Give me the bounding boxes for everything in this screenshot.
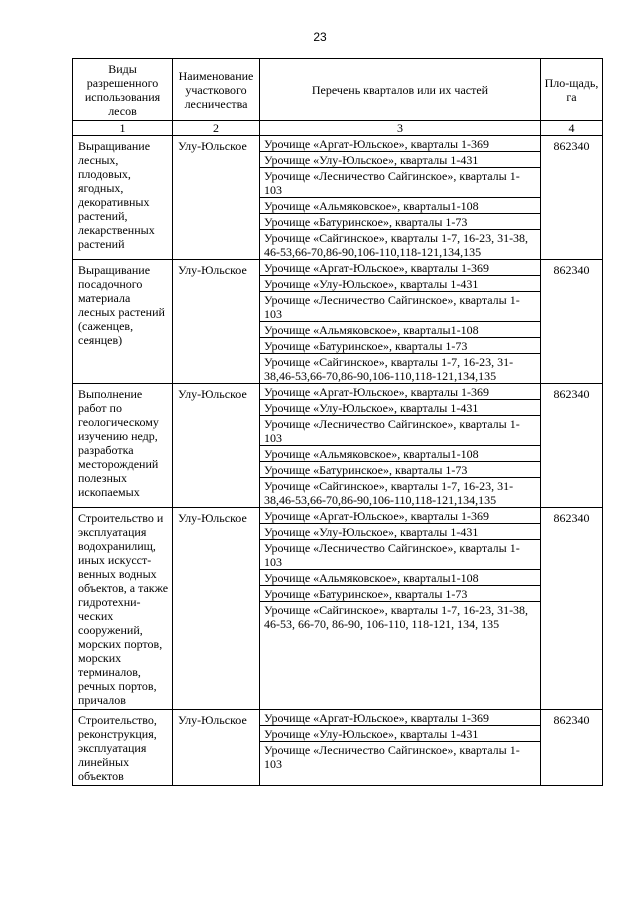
tract-item: Урочище «Аргат-Юльское», кварталы 1-369 xyxy=(260,136,540,152)
tract-item: Урочище «Сайгинское», кварталы 1-7, 16-23, 31-38, 46-53,66-70,86-90,106-110,118-121,134,135 xyxy=(264,231,529,259)
tract-item: Урочище «Сайгинское», кварталы 1-7, 16-23, 31-38, 46-53, 66-70, 86-90, 106-110, 118-121, 134, 135 xyxy=(264,603,529,631)
tract-item: Урочище «Аргат-Юльское», кварталы 1-369 xyxy=(260,384,540,400)
use-type-cell: Выращивание посадочного материала лесных растений (саженцев, сеянцев) xyxy=(73,260,173,384)
forestry-cell: Улу-Юльское xyxy=(173,710,260,786)
tract-item: Урочище «Лесничество Сайгинское», кварталы 1-103 xyxy=(260,540,540,570)
table-row xyxy=(73,710,603,786)
forestry-cell: Улу-Юльское xyxy=(173,508,260,710)
tract-item: Урочище «Улу-Юльское», кварталы 1-431 xyxy=(260,276,540,292)
header-forestry: Наименование участкового лесничества xyxy=(173,59,260,121)
page-number: 23 xyxy=(313,30,327,44)
forestry-cell: Улу-Юльское xyxy=(173,136,260,260)
table-row xyxy=(73,260,603,384)
area-cell: 862340 xyxy=(541,508,603,710)
tract-item: Урочище «Сайгинское», кварталы 1-7, 16-23, 31-38,46-53,66-70,86-90,106-110,118-121,134,135 xyxy=(264,479,514,507)
table-row xyxy=(73,508,603,710)
header-area: Пло-щадь, га xyxy=(541,59,603,121)
forest-use-table xyxy=(72,58,603,786)
tracts-cell xyxy=(260,384,541,508)
column-number: 4 xyxy=(541,121,603,136)
use-type-cell: Строительство и эксплуатация водохранилищ, иных искусст-венных водных объектов, а также гидротехни-ческих сооружений, морских портов, морских терминалов, речных портов, причалов xyxy=(73,508,173,710)
forestry-cell: Улу-Юльское xyxy=(173,384,260,508)
tract-item: Урочище «Улу-Юльское», кварталы 1-431 xyxy=(260,152,540,168)
tract-item: Урочище «Аргат-Юльское», кварталы 1-369 xyxy=(260,260,540,276)
tract-item: Урочище «Батуринское», кварталы 1-73 xyxy=(260,338,540,354)
header-use-type: Виды разрешенного использования лесов xyxy=(73,59,173,121)
tract-item: Урочище «Улу-Юльское», кварталы 1-431 xyxy=(260,726,540,742)
tract-item: Урочище «Батуринское», кварталы 1-73 xyxy=(260,214,540,230)
tracts-cell xyxy=(260,136,541,260)
tract-item: Урочище «Батуринское», кварталы 1-73 xyxy=(260,586,540,602)
column-number: 3 xyxy=(260,121,541,136)
tract-item: Урочище «Улу-Юльское», кварталы 1-431 xyxy=(260,400,540,416)
tract-item: Урочище «Лесничество Сайгинское», кварталы 1-103 xyxy=(260,168,540,198)
tract-item: Урочище «Альмяковское», кварталы1-108 xyxy=(260,198,540,214)
tracts-cell xyxy=(260,260,541,384)
column-number: 1 xyxy=(73,121,173,136)
table-row xyxy=(73,136,603,260)
area-cell: 862340 xyxy=(541,710,603,786)
header-tracts: Перечень кварталов или их частей xyxy=(260,59,541,121)
tract-item: Урочище «Батуринское», кварталы 1-73 xyxy=(260,462,540,478)
tract-item: Урочище «Аргат-Юльское», кварталы 1-369 xyxy=(260,508,540,524)
forestry-cell: Улу-Юльское xyxy=(173,260,260,384)
table-row xyxy=(73,384,603,508)
tract-item: Урочище «Лесничество Сайгинское», кварталы 1-103 xyxy=(264,743,520,771)
use-type-cell: Выращивание лесных, плодовых, ягодных, декоративных растений, лекарственных растений xyxy=(73,136,173,260)
area-cell: 862340 xyxy=(541,384,603,508)
area-cell: 862340 xyxy=(541,260,603,384)
use-type-cell: Строительство, реконструкция, эксплуатация линейных объектов xyxy=(73,710,173,786)
tract-item: Урочище «Улу-Юльское», кварталы 1-431 xyxy=(260,524,540,540)
tract-item: Урочище «Сайгинское», кварталы 1-7, 16-23, 31-38,46-53,66-70,86-90,106-110,118-121,134,135 xyxy=(264,355,514,383)
tract-item: Урочище «Альмяковское», кварталы1-108 xyxy=(260,570,540,586)
tract-item: Урочище «Альмяковское», кварталы1-108 xyxy=(260,322,540,338)
tracts-cell xyxy=(260,508,541,710)
column-number: 2 xyxy=(173,121,260,136)
tract-item: Урочище «Аргат-Юльское», кварталы 1-369 xyxy=(260,710,540,726)
tract-item: Урочище «Альмяковское», кварталы1-108 xyxy=(260,446,540,462)
area-cell: 862340 xyxy=(541,136,603,260)
tracts-cell xyxy=(260,710,541,786)
use-type-cell: Выполнение работ по геологическому изучению недр, разработка месторождений полезных ископаемых xyxy=(73,384,173,508)
tract-item: Урочище «Лесничество Сайгинское», кварталы 1-103 xyxy=(260,292,540,322)
tract-item: Урочище «Лесничество Сайгинское», кварталы 1-103 xyxy=(260,416,540,446)
